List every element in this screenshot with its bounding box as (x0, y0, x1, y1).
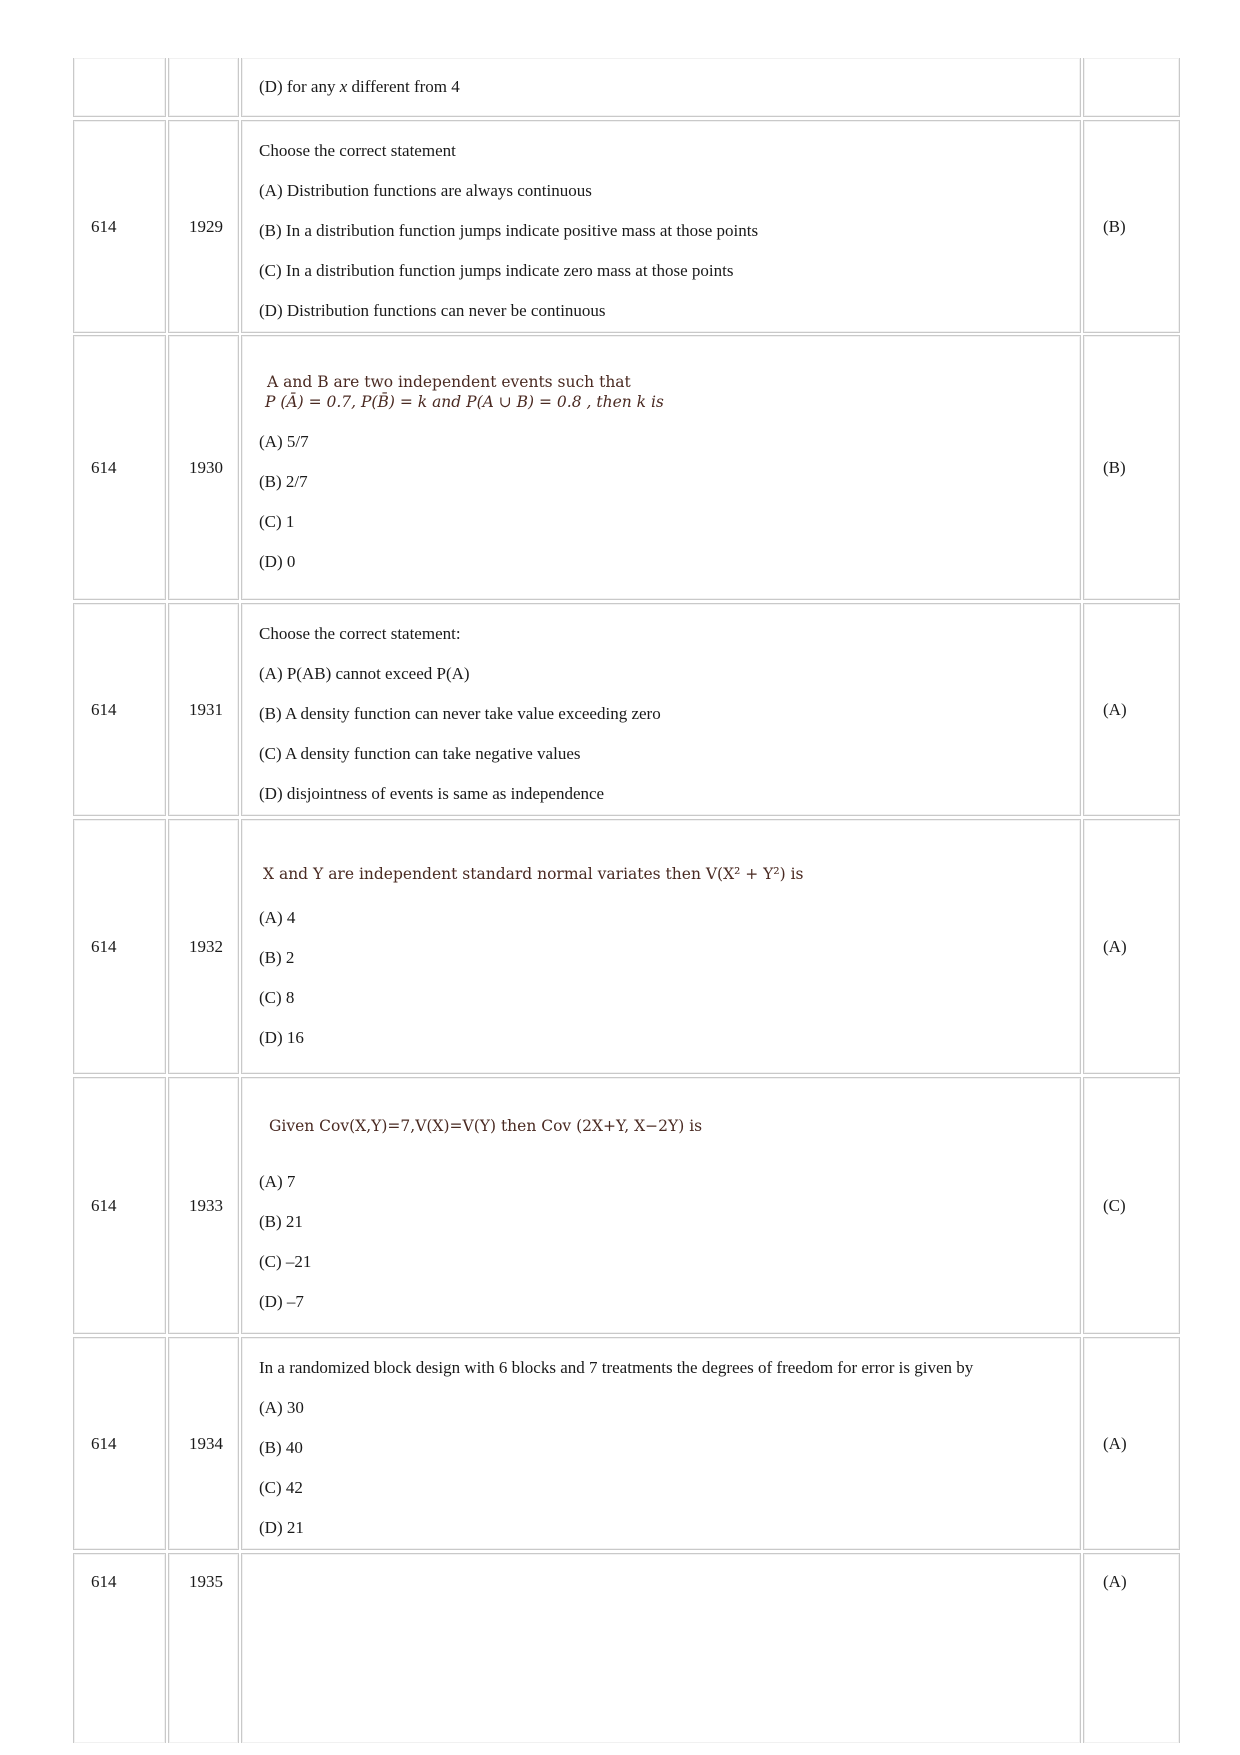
paper-code-cell (73, 58, 166, 117)
paper-code-cell: 614 (73, 335, 166, 600)
paper-code-cell: 614 (73, 1077, 166, 1334)
option-b: (B) 2 (259, 948, 295, 967)
option-a: (A) Distribution functions are always continuous (259, 181, 592, 200)
option-d: (D) 0 (259, 552, 296, 571)
option-b: (B) 40 (259, 1438, 303, 1457)
question-id-cell: 1931 (168, 603, 239, 816)
option-b: (B) A density function can never take value exceeding zero (259, 704, 661, 723)
option-c: (C) In a distribution function jumps indicate zero mass at those points (259, 261, 734, 280)
question-image-line1: Given Cov(X,Y)=7,V(X)=V(Y) then Cov (2X+Y, X−2Y) is (269, 1117, 703, 1135)
answer-cell: (B) (1083, 120, 1180, 333)
question-text: Choose the correct statement: (259, 624, 461, 643)
question-id-cell: 1934 (168, 1337, 239, 1550)
paper-code-cell: 614 (73, 819, 166, 1074)
question-cell (241, 1077, 1081, 1334)
option-d: (D) Distribution functions can never be continuous (259, 301, 606, 320)
question-id-cell: 1930 (168, 335, 239, 600)
question-cell (241, 120, 1081, 333)
option-d: (D) 21 (259, 1518, 304, 1537)
answer-cell: (A) (1083, 603, 1180, 816)
option-d: (D) –7 (259, 1292, 304, 1311)
question-id-cell (168, 58, 239, 117)
question-cell (241, 58, 1081, 117)
paper-code-cell: 614 (73, 603, 166, 816)
question-image-line1: A and B are two independent events such that (267, 373, 631, 391)
question-image-line2: P (Ā) = 0.7, P(B̄) = k and P(A ∪ B) = 0.8 , then k is (265, 393, 664, 411)
question-image-line1: X and Y are independent standard normal variates then V(X² + Y²) is (263, 865, 804, 883)
option-c: (C) 8 (259, 988, 295, 1007)
question-cell (241, 603, 1081, 816)
question-id-cell: 1935 (168, 1553, 239, 1743)
answer-cell: (B) (1083, 335, 1180, 600)
option-a: (A) P(AB) cannot exceed P(A) (259, 664, 470, 683)
answer-cell (1083, 58, 1180, 117)
question-cell (241, 335, 1081, 600)
question-cell (241, 819, 1081, 1074)
question-text: In a randomized block design with 6 blocks and 7 treatments the degrees of freedom for error is given by (259, 1358, 974, 1377)
answer-cell: (A) (1083, 1553, 1180, 1743)
option-a: (A) 30 (259, 1398, 304, 1417)
option-c: (C) 42 (259, 1478, 303, 1497)
option-b: (B) In a distribution function jumps indicate positive mass at those points (259, 221, 759, 240)
question-id-cell: 1932 (168, 819, 239, 1074)
option-b: (B) 21 (259, 1212, 303, 1231)
question-cell (241, 1337, 1081, 1550)
question-cell (241, 1553, 1081, 1743)
answer-cell: (A) (1083, 1337, 1180, 1550)
question-id-cell: 1929 (168, 120, 239, 333)
option-a: (A) 4 (259, 908, 296, 927)
option-d: (D) 16 (259, 1028, 304, 1047)
paper-code-cell: 614 (73, 1337, 166, 1550)
question-text: Choose the correct statement (259, 141, 456, 160)
question-id-cell: 1933 (168, 1077, 239, 1334)
option-c: (C) A density function can take negative values (259, 744, 581, 763)
paper-code-cell: 614 (73, 120, 166, 333)
option-d: (D) disjointness of events is same as independence (259, 784, 605, 803)
option-c: (C) –21 (259, 1252, 312, 1271)
option-a: (A) 5/7 (259, 432, 309, 451)
answer-cell: (C) (1083, 1077, 1180, 1334)
option-c: (C) 1 (259, 512, 295, 531)
option-b: (B) 2/7 (259, 472, 308, 491)
answer-cell: (A) (1083, 819, 1180, 1074)
option-d: (D) for any x different from 4 (259, 77, 460, 96)
paper-code-cell: 614 (73, 1553, 166, 1743)
option-a: (A) 7 (259, 1172, 296, 1191)
